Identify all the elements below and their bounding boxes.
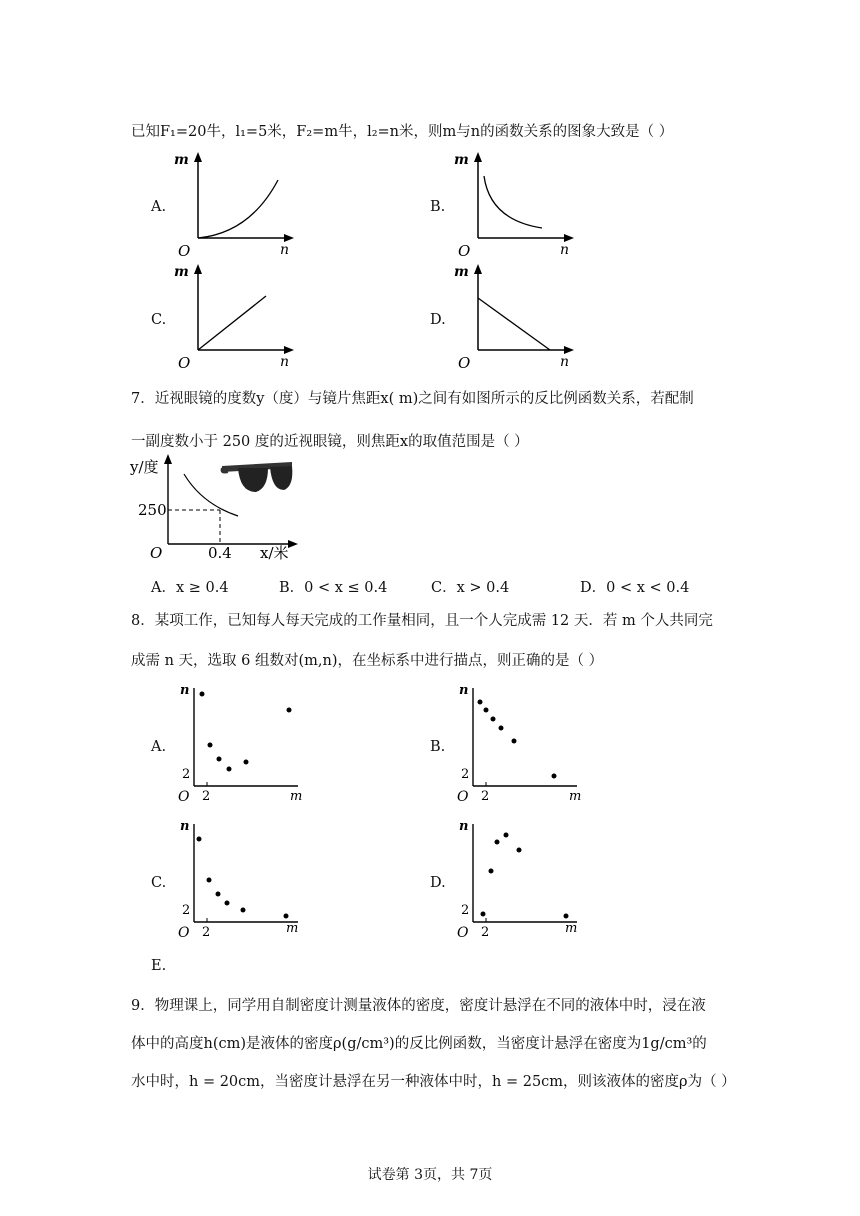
q6-option-b-label: B.: [430, 199, 446, 215]
q8d-ytick: 2: [461, 903, 470, 918]
q8a-xlabel: m: [290, 789, 303, 804]
q6-option-d-label: D.: [430, 312, 446, 328]
q8a-ytick: 2: [182, 767, 191, 782]
q6-graph-d: [450, 260, 580, 370]
q6-graph-b: [450, 148, 580, 258]
q7-xtick: 0.4: [208, 544, 232, 562]
q8-graph-b: [451, 682, 591, 804]
q6a-ylabel: m: [174, 152, 189, 168]
q6d-ylabel: m: [454, 264, 469, 280]
q6b-ylabel: m: [454, 152, 469, 168]
q8c-ytick: 2: [182, 903, 191, 918]
q8d-xlabel: m: [565, 921, 578, 936]
q7-origin: O: [150, 544, 163, 562]
q8a-ylabel: n: [180, 683, 190, 698]
q6-option-a-label: A.: [151, 199, 167, 215]
q6b-origin: O: [458, 242, 471, 258]
q8-option-e-label: E.: [151, 958, 167, 974]
q8c-origin: O: [178, 925, 190, 940]
q6c-origin: O: [178, 354, 191, 370]
q7-ylabel: y/度: [130, 458, 159, 476]
page-footer: 试卷第 3页，共 7页: [367, 1167, 493, 1183]
q6c-xlabel: n: [280, 354, 290, 370]
q7-option-b: B．0 < x ≤ 0.4: [279, 580, 388, 596]
q8a-xtick: 2: [202, 789, 211, 804]
q6a-origin: O: [178, 242, 191, 258]
q9-line3: 水中时，h = 20cm，当密度计悬浮在另一种液体中时，h = 25cm，则该液体的密度ρ为（ ）: [131, 1074, 736, 1090]
q8-line2: 成需 n 天，选取 6 组数对(m,n)，在坐标系中进行描点，则正确的是（ ）: [131, 653, 604, 669]
q9-line1: 9．物理课上，同学用自制密度计测量液体的密度，密度计悬浮在不同的液体中时，浸在液: [131, 998, 706, 1014]
q7-option-d: D．0 < x < 0.4: [580, 580, 690, 596]
q8d-ylabel: n: [459, 819, 469, 834]
q8-option-b-label: B.: [430, 739, 446, 755]
q6-option-c-label: C.: [151, 312, 167, 328]
q6d-xlabel: n: [560, 354, 570, 370]
q6-graph-c: [170, 260, 300, 370]
q8-graph-a: [172, 682, 312, 804]
q7-line1: 7．近视眼镜的度数y（度）与镜片焦距x( m)之间有如图所示的反比例函数关系，若配制: [131, 391, 694, 407]
q8b-ylabel: n: [459, 683, 469, 698]
q8b-xlabel: m: [569, 789, 582, 804]
q8-option-c-label: C.: [151, 875, 167, 891]
q8a-origin: O: [178, 789, 190, 804]
q8-option-a-label: A.: [151, 739, 167, 755]
q6c-ylabel: m: [174, 264, 189, 280]
q7-option-a: A．x ≥ 0.4: [151, 580, 229, 596]
q8-graph-d: [451, 818, 591, 940]
q8-graph-c: [172, 818, 312, 940]
q8b-xtick: 2: [481, 789, 490, 804]
q8d-xtick: 2: [481, 925, 490, 940]
q6a-xlabel: n: [280, 242, 290, 258]
q8c-xlabel: m: [286, 921, 299, 936]
q6-graph-a: [170, 148, 300, 258]
q7-line2: 一副度数小于 250 度的近视眼镜，则焦距x的取值范围是（ ）: [131, 434, 529, 450]
q7-option-c: C．x > 0.4: [431, 580, 510, 596]
q8-option-d-label: D.: [430, 875, 446, 891]
q8-line1: 8．某项工作，已知每人每天完成的工作量相同，且一个人完成需 12 天．若 m 个人共同完: [131, 613, 713, 629]
q6b-xlabel: n: [560, 242, 570, 258]
q8b-origin: O: [457, 789, 469, 804]
q7-ytick: 250: [138, 501, 167, 519]
q9-line2: 体中的高度h(cm)是液体的密度ρ(g/cm³)的反比例函数，当密度计悬浮在密度为1g/cm³的: [131, 1036, 707, 1052]
q8d-origin: O: [457, 925, 469, 940]
q8c-ylabel: n: [180, 819, 190, 834]
q7-xlabel: x/米: [260, 544, 289, 562]
q6d-origin: O: [458, 354, 471, 370]
q8b-ytick: 2: [461, 767, 470, 782]
sunglasses-image: [218, 458, 296, 496]
q8c-xtick: 2: [202, 925, 211, 940]
q6-stem: 已知F₁=20牛，l₁=5米，F₂=m牛，l₂=n米，则m与n的函数关系的图象大致是（ ）: [131, 124, 674, 140]
